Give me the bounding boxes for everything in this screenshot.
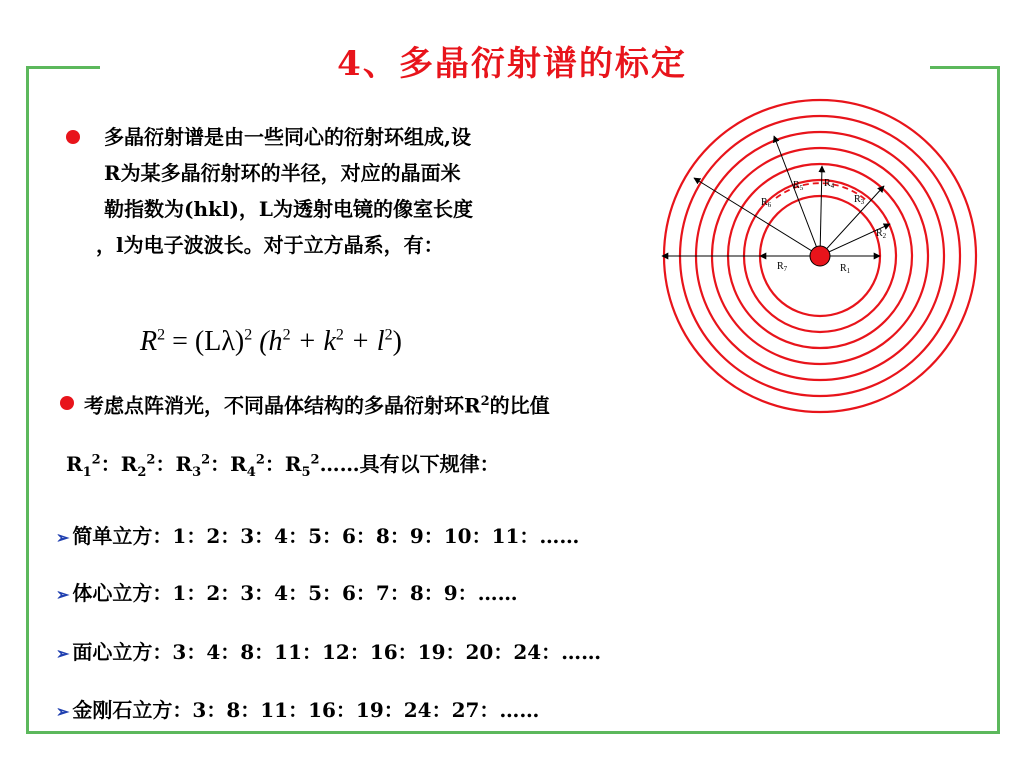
section2-tail: 的比值: [489, 393, 550, 418]
ratio-line: [66, 448, 500, 480]
ring-label: $R_6$: [761, 197, 772, 209]
frame-right: [997, 66, 1000, 734]
ratio-term: $R_2^2$：: [120, 452, 176, 480]
section2-text: 考虑点阵消光，不同晶体结构的多晶衍射环R: [84, 393, 481, 418]
formula-l: + l: [350, 326, 385, 357]
bullet-dot: [60, 396, 74, 410]
arrow-bullet-icon: ➢: [56, 528, 70, 547]
section1-line: 多晶衍射谱是由一些同心的衍射环组成,设: [104, 125, 471, 149]
ratio-term: $R_5^2$: [284, 452, 320, 480]
list-label: 简单立方：: [72, 524, 173, 548]
section2-line: [84, 384, 550, 424]
list-item: [56, 520, 579, 549]
arrow-bullet-icon: ➢: [56, 585, 70, 604]
list-values: 3：4：8：11：12：16：19：20：24：……: [172, 640, 602, 664]
formula-rhs: = (Lλ): [172, 326, 245, 357]
formula-k: + k: [297, 326, 336, 357]
page-title: 4、多晶衍射谱的标定: [337, 44, 687, 84]
list-item: [56, 636, 601, 665]
arrow-bullet-icon: ➢: [56, 644, 70, 663]
list-values: 3：8：11：16：19：24：27：……: [192, 698, 540, 722]
ring-label: $R_2$: [876, 228, 887, 240]
list-label: 面心立方：: [72, 640, 173, 664]
ring-label: $R_5$: [793, 180, 804, 192]
section1-paragraph: [96, 119, 473, 263]
list-label: 体心立方：: [72, 581, 173, 605]
list-values: 1：2：3：4：5：6：7：8：9：……: [172, 581, 518, 605]
center-dot: [810, 246, 830, 266]
formula-h: (h: [259, 326, 283, 357]
section1-line: 勒指数为(hkl)，L为透射电镜的像室长度: [104, 197, 473, 221]
formula-exp: 2: [384, 326, 393, 344]
bullet-dot: [66, 130, 80, 144]
ratio-term: $R_1^2$：: [66, 452, 121, 480]
ring-label: $R_4$: [824, 178, 835, 190]
diffraction-rings-diagram: [656, 96, 984, 416]
section1-line: ，l为电子波波长。对于立方晶系，有：: [96, 233, 444, 257]
arrow-bullet-icon: ➢: [56, 702, 70, 721]
formula-exp: 2: [335, 326, 344, 344]
list-label: 金刚石立方：: [72, 698, 193, 722]
frame-left: [26, 66, 29, 734]
list-item: [56, 577, 518, 606]
section1-line: R为某多晶衍射环的半径，对应的晶面米: [104, 161, 461, 185]
formula-exp: 2: [244, 326, 253, 344]
list-item: [56, 694, 539, 723]
formula-exp: 2: [282, 326, 291, 344]
formula-close: ): [392, 326, 402, 357]
ratio-tail: ……具有以下规律：: [319, 452, 500, 476]
ring-label: $R_3$: [854, 194, 865, 206]
ring-label: $R_7$: [777, 261, 788, 273]
ratio-term: $R_4^2$：: [230, 452, 285, 480]
frame-bottom: [26, 731, 1000, 734]
list-values: 1：2：3：4：5：6：8：9：10：11：……: [172, 524, 580, 548]
formula-lhs: R: [140, 326, 158, 357]
formula: [140, 326, 402, 358]
ring-label: $R_1$: [840, 263, 851, 275]
section2-sup: 2: [480, 394, 490, 409]
ratio-term: $R_3^2$：: [175, 452, 231, 480]
formula-exp: 2: [157, 326, 166, 344]
